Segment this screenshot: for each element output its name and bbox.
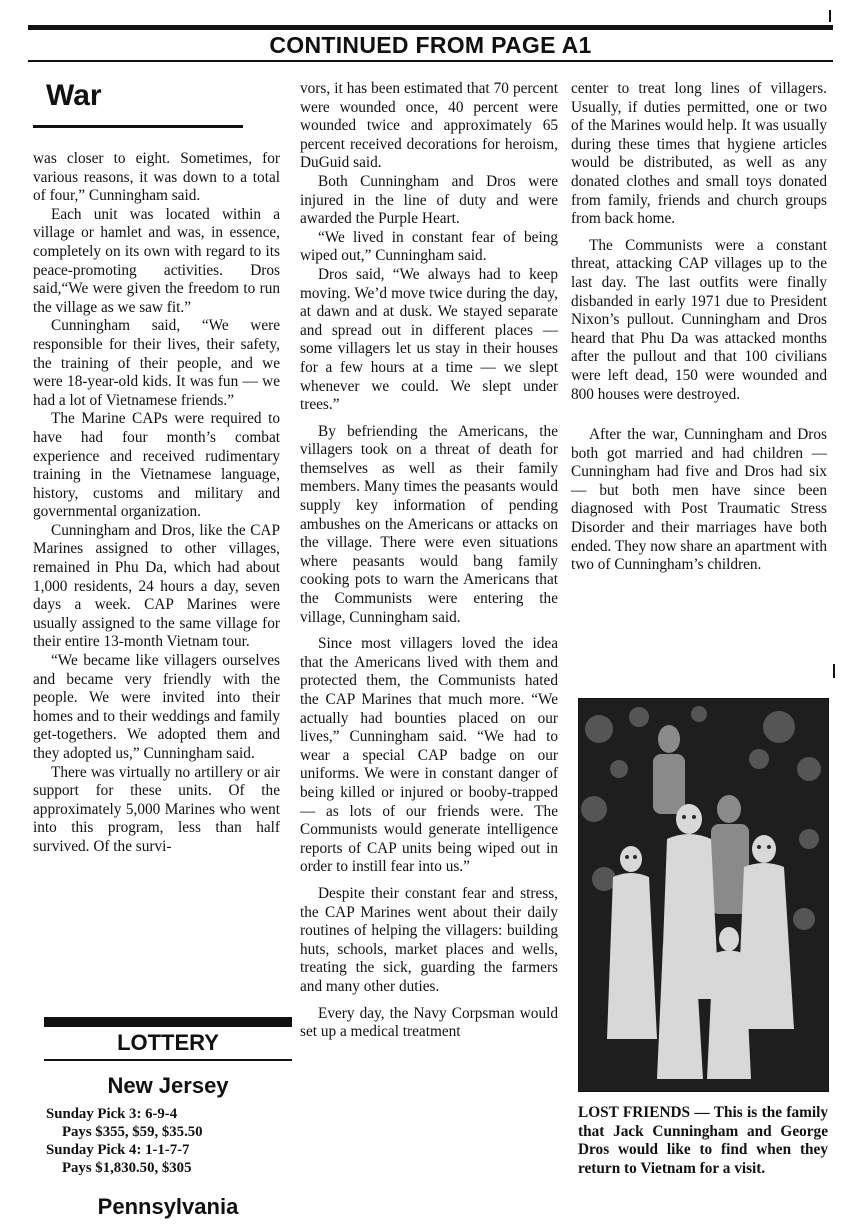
paragraph: Cunningham said, “We were responsible for their lives, their safety, the training of their people, and we were 18-year-old kids. It was fun — we had a lot of Vietnamese friends.” <box>33 317 280 409</box>
page-header: CONTINUED FROM PAGE A1 <box>269 32 592 58</box>
article-title: War <box>46 79 102 112</box>
margin-mark <box>833 664 835 678</box>
header-rule-top <box>28 25 833 30</box>
photo-caption: LOST FRIENDS — This is the family that Jack Cunningham and George Dros would like to find when they return to Vietnam for a visit. <box>578 1104 828 1177</box>
article-column-1 <box>33 150 280 857</box>
margin-mark <box>829 10 831 22</box>
paragraph: was closer to eight. Sometimes, for various reasons, it was down to a total of four,” Cunningham said. <box>33 150 280 205</box>
lottery-line: Pays $1,830.50, $305 <box>62 1160 192 1176</box>
family-photo <box>578 698 829 1092</box>
paragraph: Every day, the Navy Corpsman would set up a medical treatment <box>300 1004 558 1041</box>
paragraph: vors, it has been estimated that 70 percent were wounded once, 40 percent were wounded twice and approximately 65 percent received decorations for heroism, DuGuid said. <box>300 80 558 172</box>
lottery-line: Sunday Pick 4: 1-1-7-7 <box>46 1142 190 1158</box>
photo-image <box>579 699 828 1091</box>
paragraph: “We lived in constant fear of being wiped out,” Cunningham said. <box>300 228 558 265</box>
lottery-rule <box>44 1059 292 1061</box>
lottery-line: Pays $355, $59, $35.50 <box>62 1124 203 1140</box>
article-column-3 <box>571 80 827 575</box>
paragraph: Each unit was located within a village or hamlet and was, in essence, completely on its own with regard to its peace-promoting activities. Dros said,“We were given the freedom to run the village as we saw fit.” <box>33 205 280 316</box>
paragraph: By befriending the Americans, the villagers took on a threat of death for themselves as well as their family members. Many times the peasants would supply key information of pending ambushes on the Americans or attacks on the village. There were even situations where peasants would bang family cooking pots to warn the Americans that the Communists were entering the village, Cunningham said. <box>300 422 558 626</box>
paragraph: Both Cunningham and Dros were injured in the line of duty and were awarded the Purple Heart. <box>300 172 558 228</box>
paragraph: Cunningham and Dros, like the CAP Marines assigned to other villages, remained in Phu Da, which had about 1,000 residents, 24 hours a day, seven days a week. CAP Marines were usually assigned to the same village for their entire 13-month Vietnam tour. <box>33 521 280 651</box>
lottery-state-new-jersey: New Jersey <box>107 1073 229 1098</box>
lottery-line: Sunday Pick 3: 6-9-4 <box>46 1106 178 1122</box>
title-rule <box>33 125 243 128</box>
lottery-bar <box>44 1017 292 1027</box>
paragraph: Dros said, “We always had to keep moving. We’d move twice during the day, at dawn and at dusk. We stayed separate and spread out in different places — some villagers let us stay in their houses for a few hours at a time — we slept whenever we could. We slept under trees.” <box>300 265 558 414</box>
paragraph: The Communists were a constant threat, attacking CAP villages up to the last day. The last outfits were finally disbanded in early 1971 due to President Nixon’s pullout. Cunningham and Dros heard that Phu Da was attacked months after the pullout and that 100 civilians were left dead, 150 were wounded and 800 houses were destroyed. <box>571 236 827 403</box>
lottery-title: LOTTERY <box>117 1030 219 1055</box>
article-column-2 <box>300 80 558 1042</box>
header-rule-bottom <box>28 60 833 62</box>
paragraph: The Marine CAPs were required to have had four month’s combat experience and received rudimentary training in the Vietnamese language, history, customs and military and governmental organization. <box>33 410 280 521</box>
lottery-state-pennsylvania: Pennsylvania <box>97 1194 239 1219</box>
paragraph: “We became like villagers ourselves and became very friendly with the people. We were invited into their homes and to their weddings and family get-togethers. We adopted them and they adopted us,” Cunningham said. <box>33 652 280 762</box>
paragraph: center to treat long lines of villagers. Usually, if duties permitted, one or two of the Marines would help. It was usually during these times that hygiene articles would be distributed, as well as any donated clothes and small toys donated from family, friends and church groups from back home. <box>571 80 827 228</box>
paragraph: There was virtually no artillery or air support for these units. Of the approximately 5,000 Marines who went into this program, less than half survived. Of the survi- <box>33 763 280 855</box>
paragraph: After the war, Cunningham and Dros both got married and had children — Cunningham had five and Dros had six — but both men have since been diagnosed with Post Traumatic Stress Disorder and their marriages have both ended. They now share an apartment with two of Cunningham’s children. <box>571 426 827 574</box>
paragraph: Despite their constant fear and stress, the CAP Marines went about their daily routines of helping the villagers: building huts, schools, market places and wells, treating the sick, guarding the farmers and many other duties. <box>300 884 558 995</box>
paragraph: Since most villagers loved the idea that the Americans lived with them and protected them, the Communists hated the CAP Marines that much more. “We actually had bounties placed on our lives,” Cunningham said. “We had to wear a special CAP badge on our uniforms. We were in constant danger of being killed or injured or booby-trapped — as lots of our friends were. The Communists would generate intelligence reports of CAP units being wiped out in order to instill fear into us.” <box>300 635 558 876</box>
